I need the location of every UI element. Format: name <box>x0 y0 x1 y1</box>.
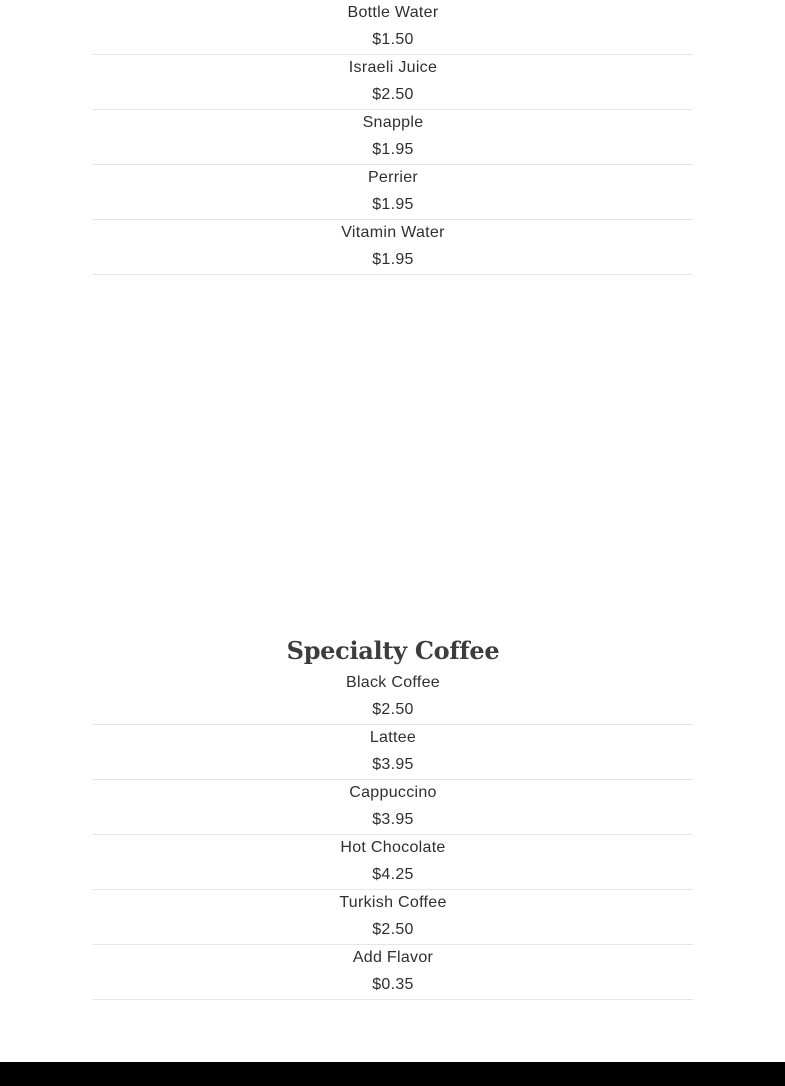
item-name: Snapple <box>362 114 424 131</box>
item-name: Cappuccino <box>349 784 437 801</box>
menu-item <box>93 945 693 1000</box>
item-name: Vitamin Water <box>341 224 445 241</box>
item-price: $2.50 <box>372 921 414 938</box>
item-name: Perrier <box>367 169 419 186</box>
drinks-menu-section <box>93 0 693 275</box>
menu-item <box>93 0 693 55</box>
menu-item <box>93 110 693 165</box>
specialty-coffee-section <box>93 632 693 1000</box>
item-price: $2.50 <box>372 701 414 718</box>
menu-item <box>93 220 693 275</box>
menu-item <box>93 780 693 835</box>
item-price: $1.95 <box>372 141 414 158</box>
menu-item <box>93 835 693 890</box>
item-price: $3.95 <box>372 756 414 773</box>
menu-item <box>93 725 693 780</box>
item-price: $1.50 <box>372 31 414 48</box>
item-price: $4.25 <box>372 866 414 883</box>
item-price: $3.95 <box>372 811 414 828</box>
item-name: Turkish Coffee <box>339 894 447 911</box>
item-name: Lattee <box>369 729 417 746</box>
menu-item <box>93 165 693 220</box>
menu-item <box>93 670 693 725</box>
item-name: Bottle Water <box>347 4 439 21</box>
item-name: Add Flavor <box>352 949 434 966</box>
item-name: Hot Chocolate <box>340 839 446 856</box>
menu-item <box>93 890 693 945</box>
item-name: Black Coffee <box>345 674 441 691</box>
item-price: $0.35 <box>372 976 414 993</box>
footer-bar <box>0 1062 785 1086</box>
section-title: Specialty Coffee <box>286 636 500 665</box>
menu-item <box>93 55 693 110</box>
item-price: $1.95 <box>372 251 414 268</box>
item-price: $1.95 <box>372 196 414 213</box>
item-price: $2.50 <box>372 86 414 103</box>
item-name: Israeli Juice <box>348 59 438 76</box>
